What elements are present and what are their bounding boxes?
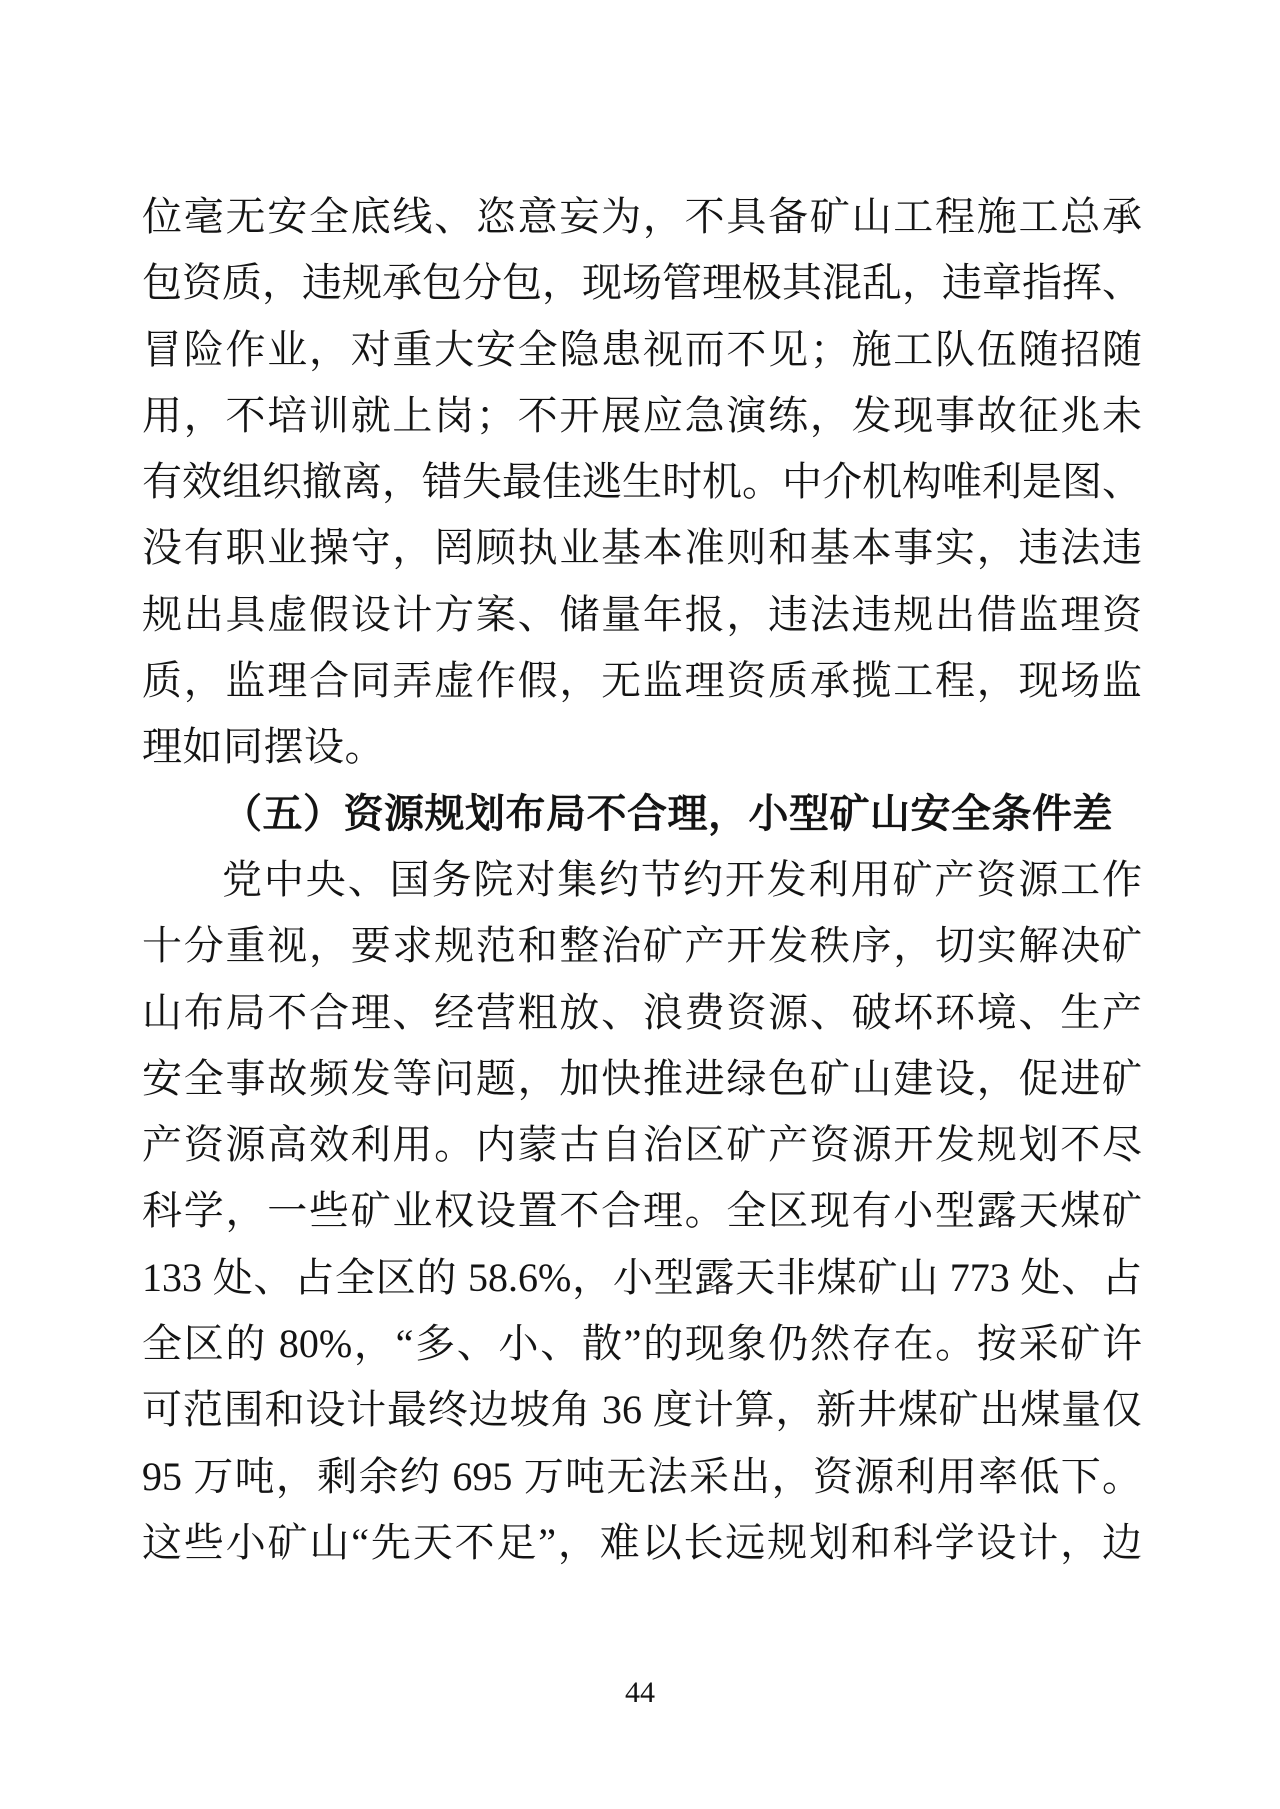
body-line: 产资源高效利用。内蒙古自治区矿产资源开发规划不尽 xyxy=(142,1122,1142,1168)
body-line: 十分重视，要求规范和整治矿产开发秩序，切实解决矿 xyxy=(142,923,1142,969)
body-line: 冒险作业，对重大安全隐患视而不见；施工队伍随招随 xyxy=(142,326,1142,372)
body-line: 理如同摆设。 xyxy=(142,724,385,770)
body-line: 没有职业操守，罔顾执业基本准则和基本事实，违法违 xyxy=(142,525,1142,571)
section-heading: （五）资源规划布局不合理，小型矿山安全条件差 xyxy=(222,790,1113,836)
body-line: 可范围和设计最终边坡角 36 度计算，新井煤矿出煤量仅 xyxy=(142,1387,1142,1433)
body-line: 95 万吨，剩余约 695 万吨无法采出，资源利用率低下。 xyxy=(142,1453,1142,1499)
body-line: 位毫无安全底线、恣意妄为，不具备矿山工程施工总承 xyxy=(142,194,1142,239)
body-line: 这些小矿山“先天不足”，难以长远规划和科学设计，边 xyxy=(142,1519,1142,1565)
page-number: 44 xyxy=(625,1676,655,1709)
body-text-block xyxy=(142,184,1142,1576)
body-line: 党中央、国务院对集约节约开发利用矿产资源工作 xyxy=(222,856,1142,902)
body-line: 规出具虚假设计方案、储量年报，违法违规出借监理资 xyxy=(142,591,1142,637)
body-line: 用，不培训就上岗；不开展应急演练，发现事故征兆未 xyxy=(142,392,1142,438)
body-line: 山布局不合理、经营粗放、浪费资源、破坏环境、生产 xyxy=(142,989,1142,1035)
body-line: 质，监理合同弄虚作假，无监理资质承揽工程，现场监 xyxy=(142,658,1142,704)
body-line: 全区的 80%，“多、小、散”的现象仍然存在。按采矿许 xyxy=(142,1321,1142,1367)
body-line: 包资质，违规承包分包，现场管理极其混乱，违章指挥、 xyxy=(142,260,1142,306)
body-line: 安全事故频发等问题，加快推进绿色矿山建设，促进矿 xyxy=(142,1055,1142,1101)
body-line: 有效组织撤离，错失最佳逃生时机。中介机构唯利是图、 xyxy=(142,459,1142,505)
body-line: 科学，一些矿业权设置不合理。全区现有小型露天煤矿 xyxy=(142,1188,1142,1234)
body-line: 133 处、占全区的 58.6%，小型露天非煤矿山 773 处、占 xyxy=(142,1254,1142,1300)
